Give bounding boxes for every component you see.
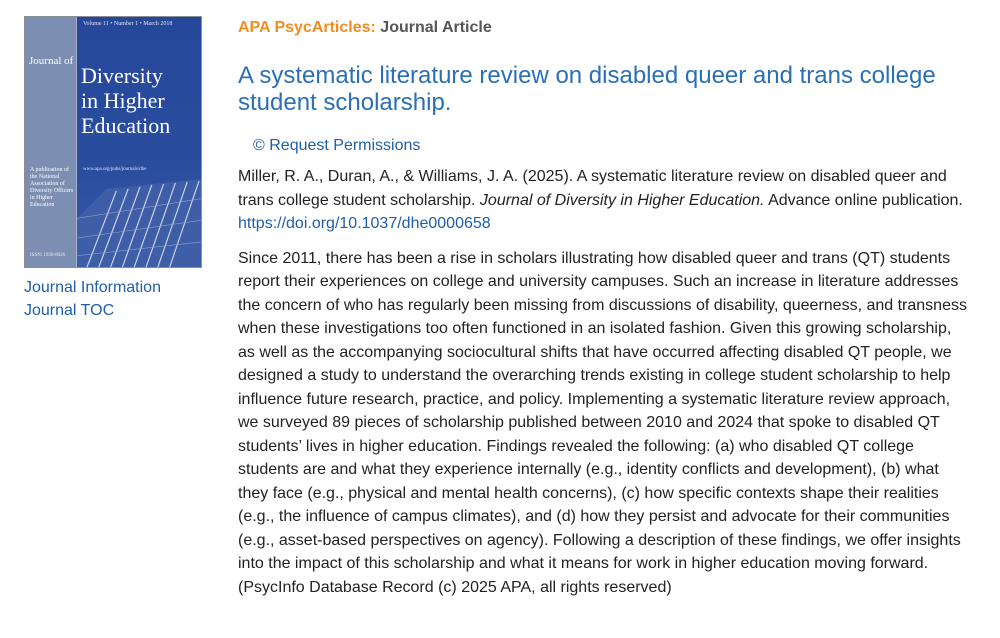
request-permissions-link[interactable]: © Request Permissions (253, 137, 421, 154)
citation-journal: Journal of Diversity in Higher Education. (479, 191, 765, 209)
abstract: Since 2011, there has been a rise in scholars illustrating how disabled queer and trans (QT) students report their experiences on college and university campuses. Such an increase in literature addresses the concern of who has regularly been missing from discussions of disability, queerness, and transness when these investigations too often functioned in an isolated fashion. Given this growing scholarship, as well as the accompanying sociocultural shifts that have occurred affecting disabled QT people, we designed a study to understand the overarching trends existing in college student scholarship to help influence future research, practice, and policy. Implementing a systematic literature review approach, we surveyed 89 pieces of scholarship published between 2010 and 2024 that spoke to disabled QT students’ lives in higher education. Findings revealed the following: (a) who disabled QT college students are and what they experience internally (e.g., identity conflicts and development), (b) what they face (e.g., physical and mental health concerns), (c) how specific contexts shape their realities (e.g., the influence of campus climates), and (d) how they persist and advocate for their communities (e.g., asset-based perspectives on agency). Following a description of these findings, we offer insights into the impact of this scholarship and what it means for work in higher education moving forward. (PsycInfo Database Record (c) 2025 APA, all rights reserved) (238, 249, 967, 596)
journal-toc-link[interactable]: Journal TOC (24, 302, 115, 319)
cover-title-line: in Higher (81, 88, 165, 113)
journal-information-link[interactable]: Journal Information (24, 279, 161, 296)
article-content (238, 18, 968, 599)
article-type-line (238, 18, 968, 38)
cover-title-line: Diversity (81, 63, 163, 88)
sidebar (24, 16, 204, 322)
citation (238, 165, 968, 236)
journal-cover-image[interactable] (24, 16, 202, 268)
cover-issn: ISSN: 1938-8926 (30, 253, 66, 258)
cover-volume-line: Volume 11 • Number 1 • March 2018 (83, 21, 173, 27)
article-title: A systematic literature review on disabled queer and trans college student scholarship. (238, 62, 936, 116)
cover-journal-title (81, 63, 170, 138)
source-type: Journal Article (380, 19, 492, 36)
cover-title-line: Education (81, 113, 171, 138)
cover-url: www.apa.org/pubs/journals/dhe (83, 167, 147, 172)
cover-journal-of: Journal of (29, 55, 74, 67)
journal-links (24, 276, 204, 322)
cover-publisher-note: A publication of the National Association of Diversity Officers in Higher Education (30, 167, 74, 208)
doi-link[interactable]: https://doi.org/10.1037/dhe0000658 (238, 215, 491, 232)
source-brand: APA PsycArticles: (238, 19, 376, 36)
citation-status: Advance online publication. (764, 191, 963, 209)
cover-building-illustration (77, 179, 201, 268)
citation-authors: Miller, R. A., Duran, A., & Williams, J. A. (2025). A systematic literature review on disabled queer and trans college student scholarship. (238, 168, 947, 209)
